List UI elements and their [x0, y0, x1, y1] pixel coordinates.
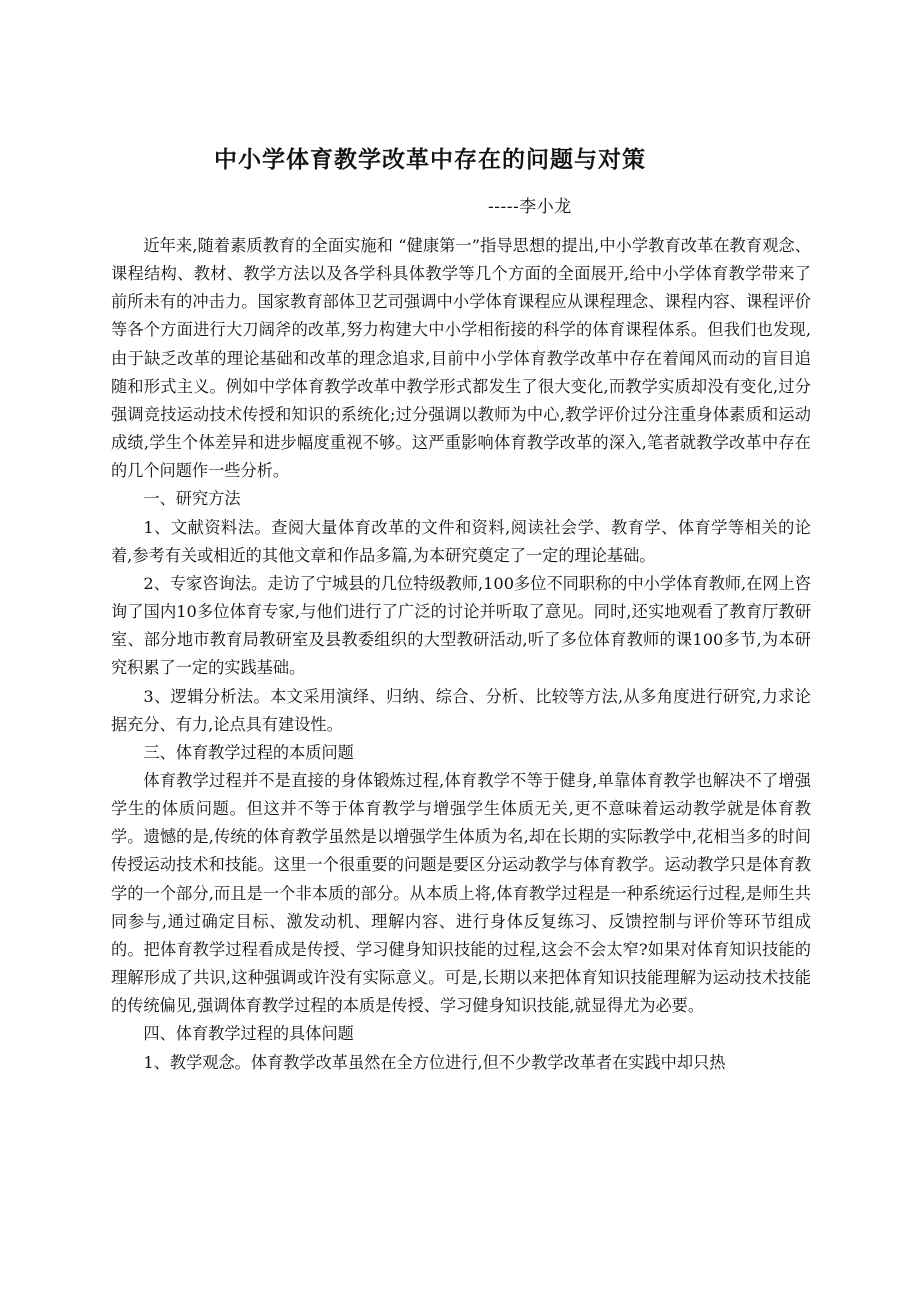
document-body [111, 232, 811, 1077]
method-expert-paragraph: 2、专家咨询法。走访了宁城县的几位特级教师,100多位不同职称的中小学体育教师,在网上咨询了国内10多位体育专家,与他们进行了广泛的讨论并听取了意见。同时,还实地观看了教育厅教研室、部分地市教育局教研室及县教委组织的大型教研活动,听了多位体育教师的课100多节,为本研究积累了一定的实践基础。 [111, 573, 811, 678]
section-heading-research-methods: 一、研究方法 [143, 489, 241, 509]
section-heading-specific-issues: 四、体育教学过程的具体问题 [143, 1024, 354, 1044]
intro-paragraph: 近年来,随着素质教育的全面实施和 “健康第一”指导思想的提出,中小学教育改革在教育观念、课程结构、教材、教学方法以及各学科具体教学等几个方面的全面展开,给中小学体育教学带来了前所未有的冲击力。国家教育部体卫艺司强调中小学体育课程应从课程理念、课程内容、课程评价等各个方面进行大刀阔斧的改革,努力构建大中小学相衔接的科学的体育课程体系。但我们也发现,由于缺乏改革的理论基础和改革的理念追求,目前中小学体育教学改革中存在着闻风而动的盲目追随和形式主义。例如中学体育教学改革中教学形式都发生了很大变化,而教学实质却没有变化,过分强调竞技运动技术传授和知识的系统化;过分强调以教师为中心,教学评价过分注重身体素质和运动成绩,学生个体差异和进步幅度重视不够。这严重影响体育教学改革的深入,笔者就教学改革中存在的几个问题作一些分析。 [111, 236, 811, 481]
teaching-concept-paragraph: 1、教学观念。体育教学改革虽然在全方位进行,但不少教学改革者在实践中却只热 [143, 1052, 726, 1072]
nature-paragraph: 体育教学过程并不是直接的身体锻炼过程,体育教学不等于健身,单靠体育教学也解决不了增强学生的体质问题。但这并不等于体育教学与增强学生体质无关,更不意味着运动教学就是体育教学。遗憾的是,传统的体育教学虽然是以增强学生体质为名,却在长期的实际教学中,花相当多的时间传授运动技术和技能。这里一个很重要的问题是要区分运动教学与体育教学。运动教学只是体育教学的一个部分,而且是一个非本质的部分。从本质上将,体育教学过程是一种系统运行过程,是师生共同参与,通过确定目标、激发动机、理解内容、进行身体反复练习、反馈控制与评价等环节组成的。把体育教学过程看成是传授、学习健身知识技能的过程,这会不会太窄?如果对体育知识技能的理解形成了共识,这种强调或许没有实际意义。可是,长期以来把体育知识技能理解为运动技术技能的传统偏见,强调体育教学过程的本质是传授、学习健身知识技能,就显得尤为必要。 [111, 770, 811, 1016]
section-heading-nature: 三、体育教学过程的本质问题 [143, 742, 354, 762]
author-line: -----李小龙 [488, 197, 572, 217]
method-literature-paragraph: 1、文献资料法。查阅大量体育改革的文件和资料,阅读社会学、教育学、体育学等相关的论着,参考有关或相近的其他文章和作品多篇,为本研究奠定了一定的理论基础。 [111, 517, 811, 565]
method-logic-paragraph: 3、逻辑分析法。本文采用演绎、归纳、综合、分析、比较等方法,从多角度进行研究,力求论据充分、有力,论点具有建设性。 [111, 686, 811, 734]
document-title: 中小学体育教学改革中存在的问题与对策 [214, 146, 646, 173]
